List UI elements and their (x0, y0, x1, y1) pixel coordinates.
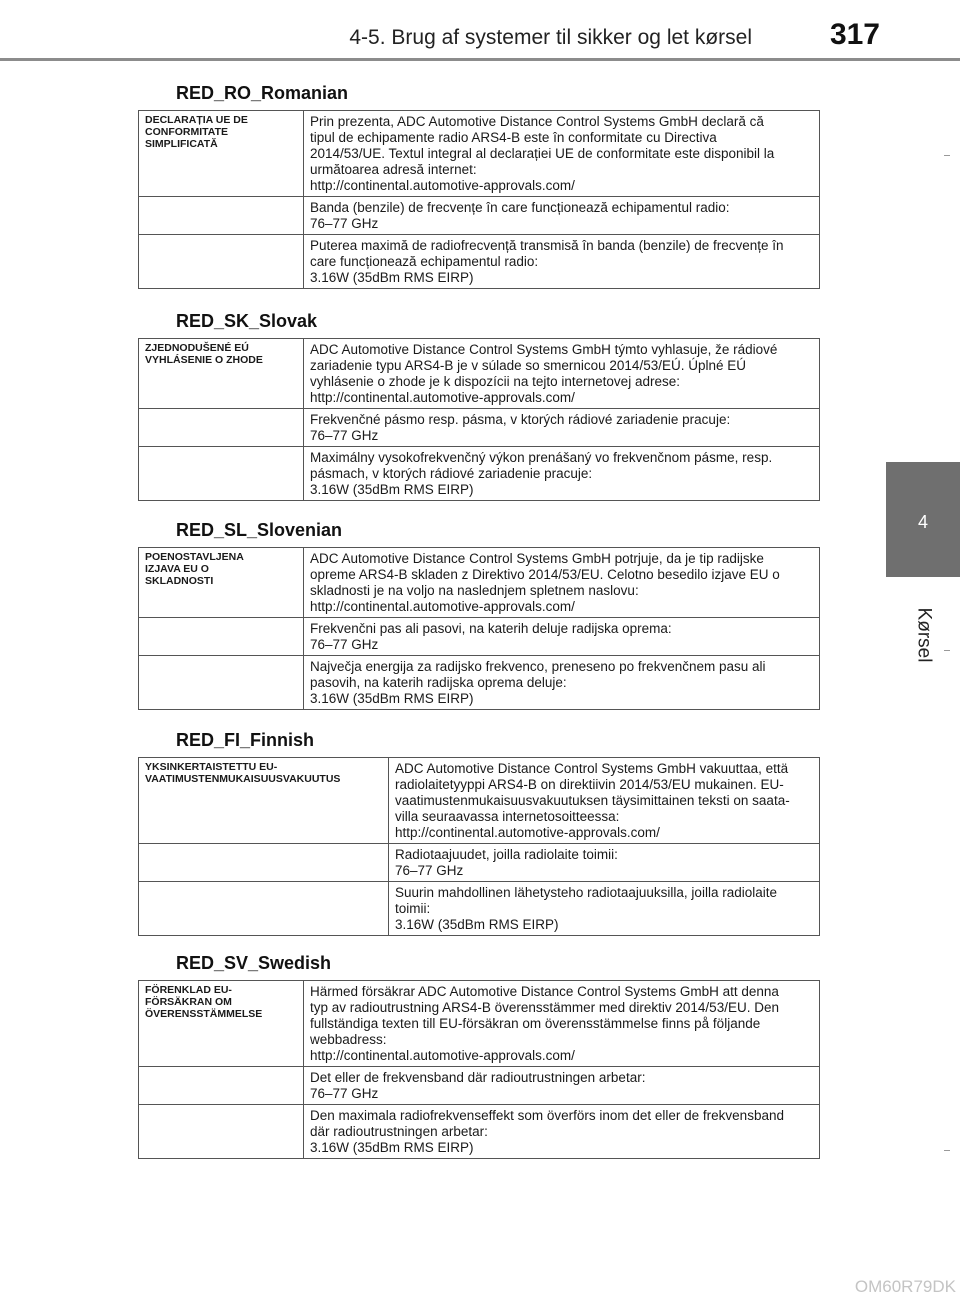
text-line: fullständiga texten till EU-försäkran om överensstämmelse finns på följande (310, 1016, 761, 1031)
text-line: vyhlásenie o zhode je k dispozícii na tejto internetovej adrese: (310, 374, 680, 389)
text-line: Frekvenčné pásmo resp. pásma, v ktorých rádiové zariadenie pracuje: (310, 412, 731, 427)
declaration-text-cell (304, 548, 820, 618)
declaration-label-cell (139, 235, 304, 289)
declaration-label-cell (139, 111, 304, 197)
declaration-text-cell (304, 1067, 820, 1105)
declaration-label-cell (139, 618, 304, 656)
text-line: Največja energija za radijsko frekvenco, preneseno po frekvenčnem pasu ali (310, 659, 766, 674)
text-line: pásmach, v ktorých rádiové zariadenie pracuje: (310, 466, 593, 481)
text-line: tipul de echipamente radio ARS4-B este în conformitate cu Directiva (310, 130, 717, 145)
text-line: där radioutrustningen arbetar: (310, 1124, 488, 1139)
edge-mark (944, 1150, 950, 1151)
text-line: http://continental.automotive-approvals.com/ (310, 390, 575, 405)
table-row (139, 197, 820, 235)
table-row (139, 447, 820, 501)
label-line: YKSINKERTAISTETTU EU- (145, 761, 278, 773)
text-line: villa seuraavassa internetosoitteessa: (395, 809, 620, 824)
table-row (139, 339, 820, 409)
text-line: 3.16W (35dBm RMS EIRP) (395, 917, 559, 932)
text-line: ADC Automotive Distance Control Systems GmbH týmto vyhlasuje, že rádiové (310, 342, 778, 357)
declaration-text-cell (389, 882, 820, 936)
text-line: 3.16W (35dBm RMS EIRP) (310, 482, 474, 497)
text-line: ADC Automotive Distance Control Systems GmbH potrjuje, da je tip radijske (310, 551, 764, 566)
declaration-label-cell (139, 981, 304, 1067)
text-line: radiolaitetyyppi ARS4-B on direktiivin 2014/53/EU mukainen. EU- (395, 777, 784, 792)
text-line: typ av radioutrustning ARS4-B överensstämmer med direktiv 2014/53/EU. Den (310, 1000, 779, 1015)
text-line: 3.16W (35dBm RMS EIRP) (310, 1140, 474, 1155)
text-line: pasovih, na katerih radijska oprema deluje: (310, 675, 567, 690)
text-line: webbadress: (310, 1032, 387, 1047)
page-header (0, 0, 960, 62)
declaration-text-cell (304, 1105, 820, 1159)
declaration-text-cell (304, 111, 820, 197)
label-line: ÖVERENSSTÄMMELSE (145, 1008, 263, 1020)
text-line: opreme ARS4-B skladen z Direktivo 2014/53/EU. Celotno besedilo izjave EU o (310, 567, 780, 582)
text-line: Maximálny vysokofrekvenčný výkon prenášaný vo frekvenčnom pásme, resp. (310, 450, 773, 465)
declaration-table (138, 980, 820, 1159)
label-line: SIMPLIFICATĂ (145, 138, 218, 150)
table-row (139, 656, 820, 710)
label-line: VAATIMUSTENMUKAISUUSVAKUUTUS (145, 773, 341, 785)
label-line: VYHLÁSENIE O ZHODE (145, 354, 263, 366)
declaration-table (138, 757, 820, 936)
label-line: IZJAVA EU O (145, 563, 209, 575)
text-line: Banda (benzile) de frecvențe în care funcționează echipamentul radio: (310, 200, 730, 215)
text-line: Prin prezenta, ADC Automotive Distance Control Systems GmbH declară că (310, 114, 764, 129)
page-number: 317 (829, 18, 880, 51)
text-line: http://continental.automotive-approvals.com/ (395, 825, 660, 840)
section-finnish (138, 727, 820, 936)
edge-mark (944, 650, 950, 651)
section-swedish (138, 950, 820, 1159)
declaration-table (138, 547, 820, 710)
text-line: 76–77 GHz (395, 863, 464, 878)
declaration-text-cell (304, 447, 820, 501)
table-row (139, 548, 820, 618)
label-line: FÖRENKLAD EU- (145, 984, 232, 996)
text-line: Suurin mahdollinen lähetysteho radiotaajuuksilla, joilla radiolaite (395, 885, 777, 900)
text-line: 76–77 GHz (310, 637, 379, 652)
declaration-text-cell (304, 235, 820, 289)
table-row (139, 981, 820, 1067)
edge-mark (944, 155, 950, 156)
table-row (139, 111, 820, 197)
declaration-text-cell (304, 197, 820, 235)
chapter-tab (886, 462, 960, 577)
chapter-tab-number: 4 (917, 512, 928, 532)
label-line: DECLARAȚIA UE DE (145, 114, 248, 126)
declaration-label-cell (139, 1105, 304, 1159)
declaration-text-cell (304, 981, 820, 1067)
declaration-label-cell (139, 339, 304, 409)
text-line: 2014/53/UE. Textul integral al declarației UE de conformitate este disponibil la (310, 146, 775, 161)
section-title: RED_SV_Swedish (176, 953, 332, 973)
text-line: http://continental.automotive-approvals.com/ (310, 1048, 575, 1063)
declaration-label-cell (139, 447, 304, 501)
chapter-tab-label: Kørsel (913, 607, 934, 663)
declaration-label-cell (139, 409, 304, 447)
declaration-text-cell (304, 409, 820, 447)
text-line: 3.16W (35dBm RMS EIRP) (310, 270, 474, 285)
text-line: următoarea adresă internet: (310, 162, 477, 177)
text-line: Radiotaajuudet, joilla radiolaite toimii: (395, 847, 618, 862)
declaration-label-cell (139, 882, 389, 936)
declaration-table (138, 110, 820, 289)
section-slovenian (138, 517, 820, 710)
table-row (139, 1067, 820, 1105)
section-slovak (138, 308, 820, 501)
declaration-label-cell (139, 1067, 304, 1105)
declaration-text-cell (389, 758, 820, 844)
chapter-tab-label-wrap (888, 590, 958, 680)
text-line: Härmed försäkrar ADC Automotive Distance Control Systems GmbH att denna (310, 984, 779, 999)
text-line: 3.16W (35dBm RMS EIRP) (310, 691, 474, 706)
declaration-label-cell (139, 656, 304, 710)
table-row (139, 882, 820, 936)
text-line: 76–77 GHz (310, 428, 379, 443)
label-line: ZJEDNODUŠENÉ EÚ (145, 342, 249, 354)
text-line: toimii: (395, 901, 431, 916)
label-line: POENOSTAVLJENA (145, 551, 244, 563)
table-row (139, 844, 820, 882)
declaration-text-cell (304, 618, 820, 656)
text-line: vaatimustenmukaisuusvakuutuksen täysimittainen teksti on saata- (395, 793, 790, 808)
section-title: RED_FI_Finnish (176, 730, 315, 750)
text-line: 76–77 GHz (310, 216, 379, 231)
section-romanian (138, 80, 820, 289)
table-row (139, 1105, 820, 1159)
text-line: Det eller de frekvensband där radioutrustningen arbetar: (310, 1070, 646, 1085)
label-line: SKLADNOSTI (145, 575, 214, 587)
watermark: OM60R79DK (854, 1277, 956, 1296)
text-line: care funcționează echipamentul radio: (310, 254, 539, 269)
declaration-text-cell (304, 339, 820, 409)
text-line: http://continental.automotive-approvals.com/ (310, 178, 575, 193)
header-divider (0, 58, 960, 61)
chapter-title: 4-5. Brug af systemer til sikker og let kørsel (349, 26, 752, 49)
table-row (139, 618, 820, 656)
text-line: skladnosti je na voljo na naslednjem spletnem naslovu: (310, 583, 639, 598)
text-line: Den maximala radiofrekvenseffekt som överförs inom det eller de frekvensband (310, 1108, 784, 1123)
label-line: FÖRSÄKRAN OM (145, 996, 232, 1008)
text-line: http://continental.automotive-approvals.com/ (310, 599, 575, 614)
text-line: ADC Automotive Distance Control Systems GmbH vakuuttaa, että (395, 761, 789, 776)
text-line: Puterea maximă de radiofrecvență transmisă în banda (benzile) de frecvențe în (310, 238, 784, 253)
declaration-label-cell (139, 548, 304, 618)
text-line: zariadenie typu ARS4-B je v súlade so smernicou 2014/53/EÚ. Úplné EÚ (310, 358, 746, 373)
section-title: RED_SK_Slovak (176, 311, 318, 331)
table-row (139, 758, 820, 844)
text-line: Frekvenčni pas ali pasovi, na katerih deluje radijska oprema: (310, 621, 672, 636)
declaration-label-cell (139, 758, 389, 844)
declaration-label-cell (139, 197, 304, 235)
text-line: 76–77 GHz (310, 1086, 379, 1101)
declaration-table (138, 338, 820, 501)
declaration-text-cell (389, 844, 820, 882)
table-row (139, 409, 820, 447)
section-title: RED_SL_Slovenian (176, 520, 343, 540)
declaration-label-cell (139, 844, 389, 882)
section-title: RED_RO_Romanian (176, 83, 349, 103)
declaration-text-cell (304, 656, 820, 710)
label-line: CONFORMITATE (145, 126, 229, 138)
table-row (139, 235, 820, 289)
